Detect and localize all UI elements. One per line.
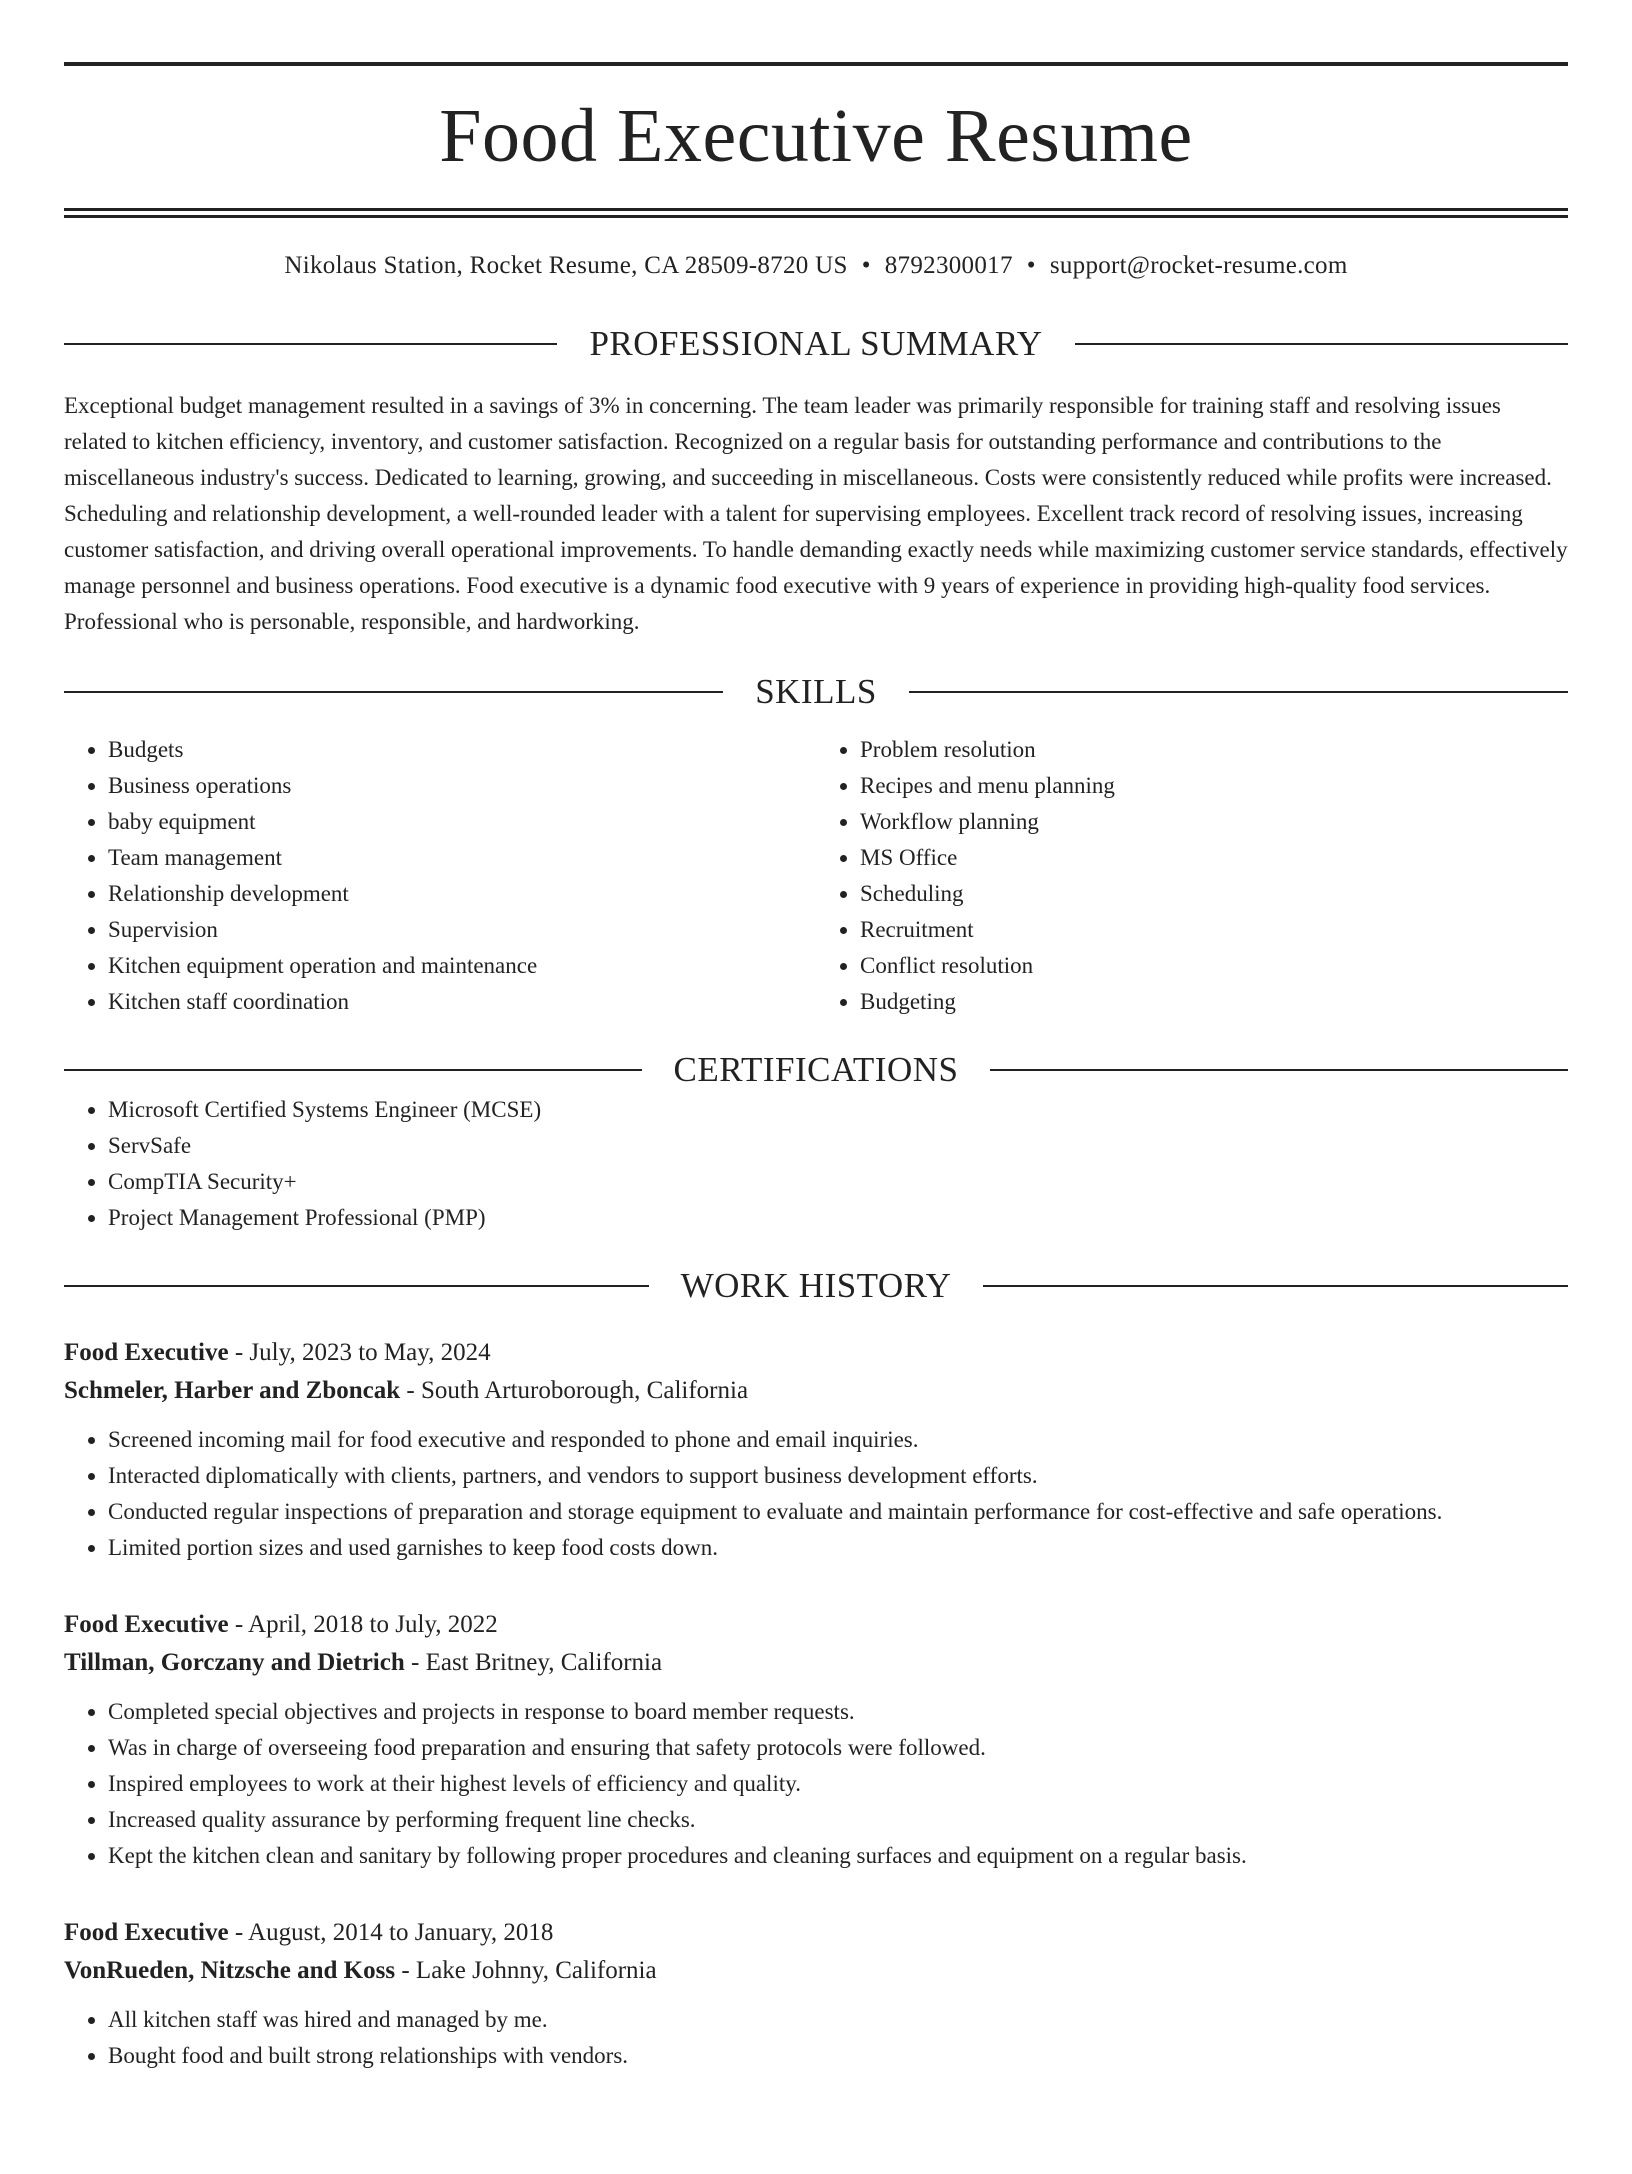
resume-title: Food Executive Resume <box>439 94 1193 178</box>
job-company: Tillman, Gorczany and Dietrich <box>64 1649 405 1676</box>
certification-item: • Project Management Professional (PMP) <box>108 1200 1568 1236</box>
job-bullet: • Inspired employees to work at their highest levels of efficiency and quality. <box>108 1766 1568 1802</box>
contact-email: support@rocket-resume.com <box>1049 252 1348 279</box>
job-location: East Britney, California <box>425 1649 663 1676</box>
section-header-certifications <box>64 1048 1568 1092</box>
job-bullets <box>64 1422 1568 1566</box>
certification-item: • ServSafe <box>108 1128 1568 1164</box>
divider-line <box>64 343 557 345</box>
skill-item: • Team management <box>108 840 816 876</box>
job-dates: April, 2018 to July, 2022 <box>248 1611 498 1638</box>
job-location: Lake Johnny, California <box>415 1957 657 1984</box>
skills-columns <box>64 732 1568 1020</box>
job-bullet: • Increased quality assurance by performing frequent line checks. <box>108 1802 1568 1838</box>
job-bullet: • Bought food and built strong relationships with vendors. <box>108 2038 1568 2074</box>
dash: - <box>234 1611 244 1638</box>
job-bullet: • Was in charge of overseeing food preparation and ensuring that safety protocols were followed. <box>108 1730 1568 1766</box>
skill-item: • Supervision <box>108 912 816 948</box>
contact-address: Nikolaus Station, Rocket Resume, CA 28509-8720 US <box>284 252 848 279</box>
section-title: SKILLS <box>755 672 877 711</box>
contact-phone: 8792300017 <box>884 252 1013 279</box>
job-company: Schmeler, Harber and Zboncak <box>64 1377 401 1404</box>
job-bullet: • Conducted regular inspections of preparation and storage equipment to evaluate and maintain performance for cost-effective and safe operations. <box>108 1494 1568 1530</box>
certifications-list <box>64 1092 1568 1236</box>
skill-item: • Recipes and menu planning <box>860 768 1568 804</box>
dash: - <box>234 1919 244 1946</box>
title-double-rule <box>64 208 1568 218</box>
job-entry <box>64 1914 1568 2074</box>
contact-separator: • <box>1026 252 1036 279</box>
job-entry <box>64 1334 1568 1566</box>
job-dates: July, 2023 to May, 2024 <box>249 1339 491 1366</box>
skill-item: • MS Office <box>860 840 1568 876</box>
resume-page <box>0 62 1632 2174</box>
job-bullet: • Interacted diplomatically with clients, partners, and vendors to support business development efforts. <box>108 1458 1568 1494</box>
skill-item: • Kitchen staff coordination <box>108 984 816 1020</box>
section-header-summary <box>64 322 1568 366</box>
job-location: South Arturoborough, California <box>420 1377 749 1404</box>
section-header-skills <box>64 670 1568 714</box>
dash: - <box>401 1957 410 1984</box>
section-header-work-history <box>64 1264 1568 1308</box>
job-title-line <box>64 1606 1568 1644</box>
skill-item: • baby equipment <box>108 804 816 840</box>
divider-line <box>64 691 723 693</box>
job-dates: August, 2014 to January, 2018 <box>248 1919 554 1946</box>
skills-list-right <box>816 732 1568 1020</box>
summary-paragraph: Exceptional budget management resulted in a savings of 3% in concerning. The team leader was primarily responsible for training staff and resolving issues related to kitchen efficiency, inventory, and customer satisfaction. Recognized on a regular basis for outstanding performance and contributions to the miscellaneous industry's success. Dedicated to learning, growing, and succeeding in miscellaneous. Costs were consistently reduced while profits were increased. Scheduling and relationship development, a well-rounded leader with a talent for supervising employees. Excellent track record of resolving issues, increasing customer satisfaction, and driving overall operational improvements. To handle demanding exactly needs while maximizing customer service standards, effectively manage personnel and business operations. Food executive is a dynamic food executive with 9 years of experience in providing high-quality food services. Professional who is personable, responsible, and hardworking. <box>64 393 1568 634</box>
job-bullet: • Limited portion sizes and used garnishes to keep food costs down. <box>108 1530 1568 1566</box>
skill-item: • Problem resolution <box>860 732 1568 768</box>
section-title: CERTIFICATIONS <box>673 1050 959 1089</box>
divider-line <box>983 1285 1568 1287</box>
top-rule <box>64 62 1568 66</box>
section-title: WORK HISTORY <box>680 1266 952 1305</box>
divider-line <box>909 691 1568 693</box>
job-entry <box>64 1606 1568 1874</box>
job-company-line <box>64 1372 1568 1410</box>
divider-line <box>1075 343 1568 345</box>
job-bullet: • All kitchen staff was hired and managed by me. <box>108 2002 1568 2038</box>
dash: - <box>406 1377 415 1404</box>
divider-line <box>64 1285 649 1287</box>
job-bullets <box>64 2002 1568 2074</box>
certification-item: • CompTIA Security+ <box>108 1164 1568 1200</box>
job-company-line <box>64 1644 1568 1682</box>
skill-item: • Workflow planning <box>860 804 1568 840</box>
skill-item: • Budgets <box>108 732 816 768</box>
skill-item: • Kitchen equipment operation and maintenance <box>108 948 816 984</box>
job-title: Food Executive <box>64 1339 229 1366</box>
job-bullet: • Kept the kitchen clean and sanitary by following proper procedures and cleaning surfaces and equipment on a regular basis. <box>108 1838 1568 1874</box>
contact-line <box>64 250 1568 282</box>
job-bullet: • Completed special objectives and projects in response to board member requests. <box>108 1694 1568 1730</box>
job-company: VonRueden, Nitzsche and Koss <box>64 1957 396 1984</box>
job-company-line <box>64 1952 1568 1990</box>
skill-item: • Relationship development <box>108 876 816 912</box>
divider-line <box>64 1069 642 1071</box>
skill-item: • Recruitment <box>860 912 1568 948</box>
skill-item: • Business operations <box>108 768 816 804</box>
certification-item: • Microsoft Certified Systems Engineer (MCSE) <box>108 1092 1568 1128</box>
dash: - <box>411 1649 420 1676</box>
job-title-line <box>64 1914 1568 1952</box>
skill-item: • Scheduling <box>860 876 1568 912</box>
section-title: PROFESSIONAL SUMMARY <box>589 324 1043 363</box>
job-bullets <box>64 1694 1568 1874</box>
skill-item: • Budgeting <box>860 984 1568 1020</box>
job-title-line <box>64 1334 1568 1372</box>
dash: - <box>234 1339 244 1366</box>
divider-line <box>990 1069 1568 1071</box>
contact-separator: • <box>861 252 871 279</box>
job-title: Food Executive <box>64 1611 229 1638</box>
skills-list-left <box>64 732 816 1020</box>
work-history-list <box>64 1334 1568 2074</box>
job-bullet: • Screened incoming mail for food executive and responded to phone and email inquiries. <box>108 1422 1568 1458</box>
skill-item: • Conflict resolution <box>860 948 1568 984</box>
job-title: Food Executive <box>64 1919 229 1946</box>
